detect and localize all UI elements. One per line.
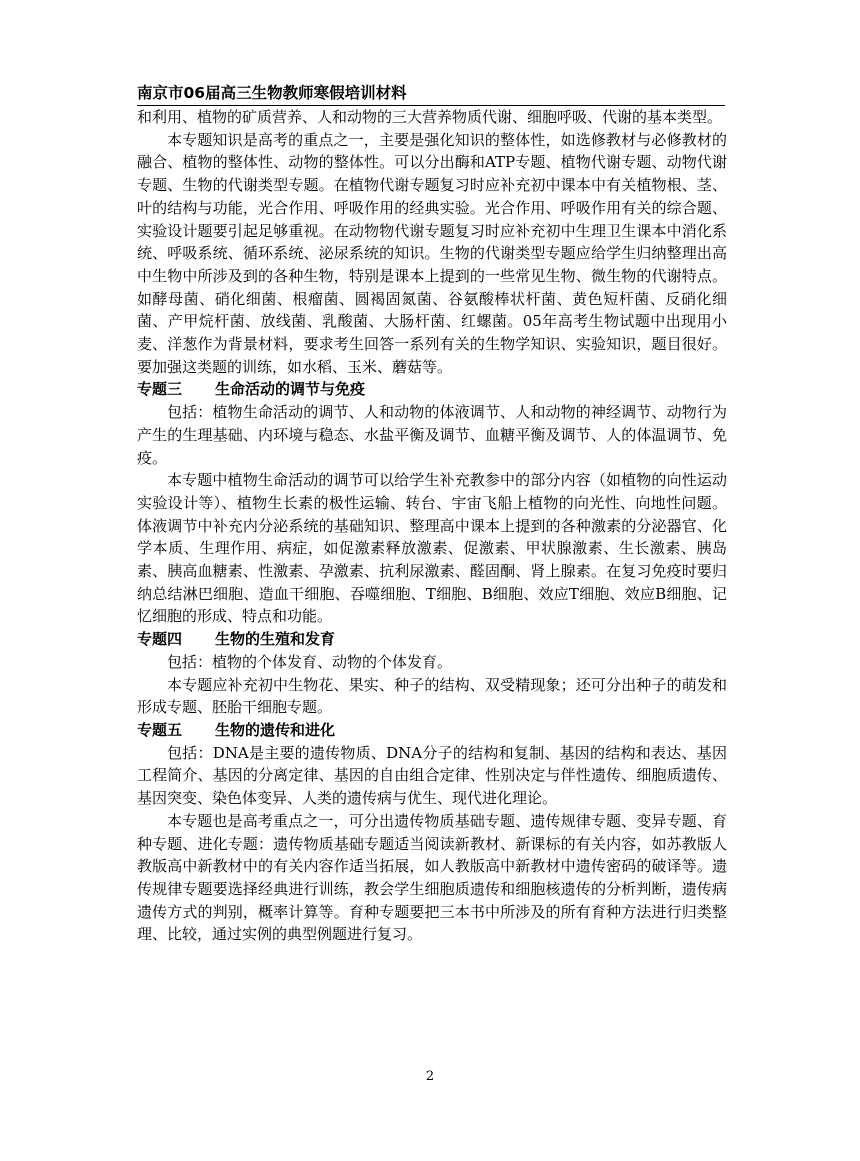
section-number: 专题四 <box>137 630 183 649</box>
section-title: 生命活动的调节与免疫 <box>215 380 366 399</box>
section-3-paragraph-2: 本专题中植物生命活动的调节可以给学生补充教参中的部分内容（如植物的向性运动实验设计等）、植物生长素的极性运输、转台、宇宙飞船上植物的向光性、向地性问题。体液调节中补充内分泌系统的基础知识、整理高中课本上提到的各种激素的分泌器官、化学本质、生理作用、病症，如促激素释放激素、促激素、甲状腺激素、生长激素、胰岛素、胰高血糖素、性激素、孕激素、抗利尿激素、醛固酮、肾上腺素。在复习免疫时要归纳总结淋巴细胞、造血干细胞、吞噬细胞、T细胞、B细胞、效应T细胞、效应B细胞、记忆细胞的形成、特点和功能。 <box>137 471 727 626</box>
section-heading-4 <box>137 628 727 651</box>
section-4-paragraph-1: 包括：植物的个体发育、动物的个体发育。 <box>167 652 453 671</box>
section-number: 专题三 <box>137 380 183 399</box>
section-title: 生物的生殖和发育 <box>215 630 336 649</box>
section-number: 专题五 <box>137 720 183 739</box>
section-5-paragraph-1: 包括：DNA是主要的遗传物质、DNA分子的结构和复制、基因的结构和表达、基因工程简介、基因的分离定律、基因的自由组合定律、性别决定与伴性遗传、细胞质遗传、基因突变、染色体变异、人类的遗传病与优生、现代进化理论。 <box>137 743 727 808</box>
section-4-paragraph-2: 本专题应补充初中生物花、果实、种子的结构、双受精现象；还可分出种子的萌发和形成专题、胚胎干细胞专题。 <box>137 675 727 717</box>
paragraph-metabolism-overview: 本专题知识是高考的重点之一，主要是强化知识的整体性，如选修教材与必修教材的融合、植物的整体性、动物的整体性。可以分出酶和ATP专题、植物代谢专题、动物代谢专题、生物的代谢类型专题。在植物代谢专题复习时应补充初中课本中有关植物根、茎、叶的结构与功能，光合作用、呼吸作用的经典实验。光合作用、呼吸作用有关的综合题、实验设计题要引起足够重视。在动物物代谢专题复习时应补充初中生理卫生课本中消化系统、呼吸系统、循环系统、泌尿系统的知识。生物的代谢类型专题应给学生归纳整理出高中生物中所涉及到的各种生物，特别是课本上提到的一些常见生物、微生物的代谢特点。如酵母菌、硝化细菌、根瘤菌、圆褐固氮菌、谷氨酸棒状杆菌、黄色短杆菌、反硝化细菌、产甲烷杆菌、放线菌、乳酸菌、大肠杆菌、红螺菌。05年高考生物试题中出现用小麦、洋葱作为背景材料，要求考生回答一系列有关的生物学知识、实验知识，题目很好。要加强这类题的训练，如水稻、玉米、蘑菇等。 <box>137 130 727 376</box>
section-3-paragraph-1: 包括：植物生命活动的调节、人和动物的体液调节、人和动物的神经调节、动物行为产生的生理基础、内环境与稳态、水盐平衡及调节、血糖平衡及调节、人的体温调节、免疫。 <box>137 403 727 467</box>
section-title: 生物的遗传和进化 <box>215 720 336 739</box>
document-body <box>137 106 727 946</box>
section-heading-5 <box>137 719 727 742</box>
section-5-paragraph-2: 本专题也是高考重点之一，可分出遗传物质基础专题、遗传规律专题、变异专题、育种专题、进化专题：遗传物质基础专题适当阅读新教材、新课标的有关内容，如苏教版人教版高中新教材中的有关内容作适当拓展，如人教版高中新教材中遗传密码的破译等。遗传规律专题要选择经典进行训练，教会学生细胞质遗传和细胞核遗传的分析判断，遗传病遗传方式的判别，概率计算等。育种专题要把三本书中所涉及的所有育种方法进行归类整理、比较，通过实例的典型例题进行复习。 <box>137 811 727 944</box>
page-number: 2 <box>425 1069 435 1084</box>
paragraph-continuation: 和利用、植物的矿质营养、人和动物的三大营养物质代谢、细胞呼吸、代谢的基本类型。 <box>137 108 723 126</box>
page-header: 南京市06届高三生物教师寒假培训材料 <box>137 84 407 102</box>
section-heading-3 <box>137 378 727 401</box>
